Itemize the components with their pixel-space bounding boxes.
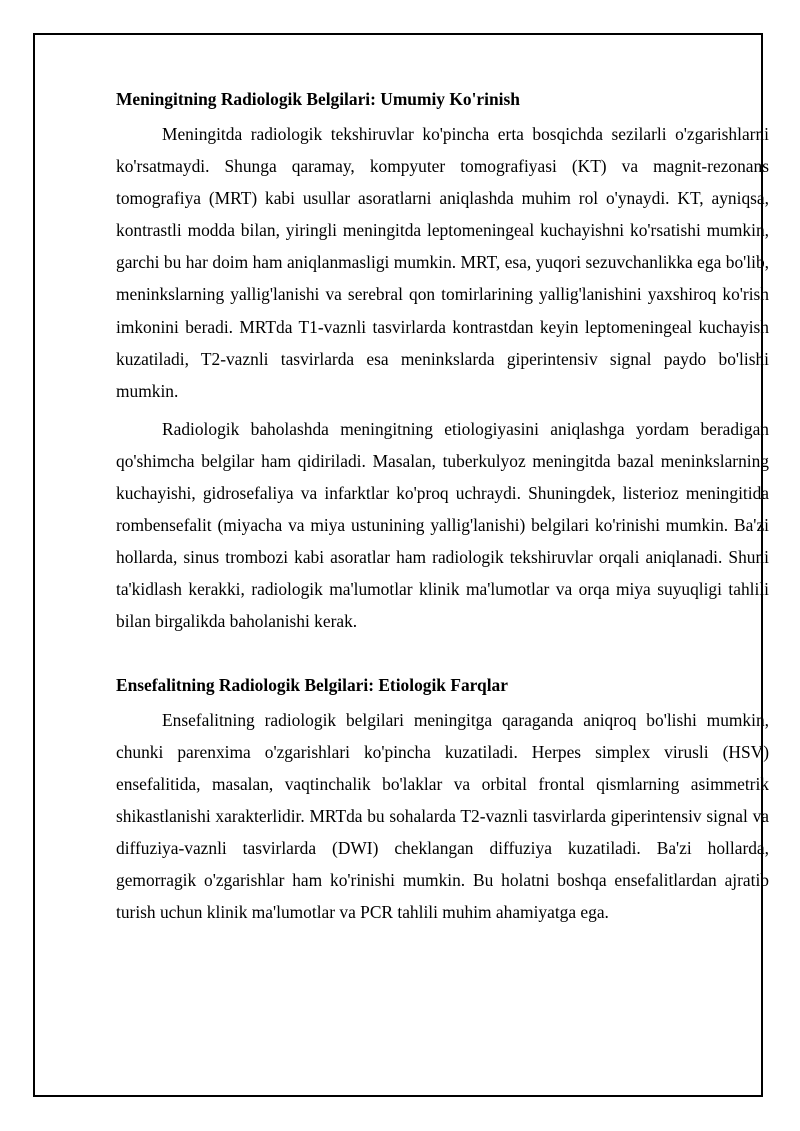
paragraph-meningitis-general: Meningitda radiologik tekshiruvlar ko'pincha erta bosqichda sezilarli o'zgarishlarni ko'rsatmaydi. Shunga qaramay, kompyuter tomografiyasi (KT) va magnit-rezonans tomografiya (MRT) kabi usullar asoratlarni aniqlashda muhim rol o'ynaydi. KT, ayniqsa, kontrastli modda bilan, yiringli meningitda leptomeningeal kuchayishni ko'rsatishi mumkin, garchi bu har doim ham aniqlanmasligi mumkin. MRT, esa, yuqori sezuvchanlikka ega bo'lib, meninkslarning yallig'lanishi va serebral qon tomirlarining yallig'lanishini yaxshiroq ko'rish imkonini beradi. MRTda T1-vaznli tasvirlarda kontrastdan keyin leptomeningeal kuchayish kuzatiladi, T2-vaznli tasvirlarda esa meninkslarda giperintensiv signal paydo bo'lishi mumkin. (116, 124, 769, 401)
paragraph-encephalitis-signs: Ensefalitning radiologik belgilari meningitga qaraganda aniqroq bo'lishi mumkin, chunki parenxima o'zgarishlari ko'pincha kuzatiladi. Herpes simplex virusli (HSV) ensefalitida, masalan, vaqtinchalik bo'laklar va orbital frontal qismlarning asimmetrik shikastlanishi xarakterlidir. MRTda bu sohalarda T2-vaznli tasvirlarda giperintensiv signal va diffuziya-vaznli tasvirlarda (DWI) cheklangan diffuziya kuzatiladi. Ba'zi hollarda, gemorragik o'zgarishlar ham ko'rinishi mumkin. Bu holatni boshqa ensefalitlardan ajratib turish uchun klinik ma'lumotlar va PCR tahlili muhim ahamiyatga ega. (116, 709, 769, 923)
document-body (116, 83, 769, 934)
section-heading-meningitis: Meningitning Radiologik Belgilari: Umumiy Ko'rinish (116, 89, 520, 109)
section-heading-encephalitis: Ensefalitning Radiologik Belgilari: Etiologik Farqlar (116, 674, 508, 695)
paragraph-meningitis-etiology: Radiologik baholashda meningitning etiologiyasini aniqlashga yordam beradigan qo'shimcha belgilar ham qidiriladi. Masalan, tuberkulyoz meningitda bazal meninkslarning kuchayishi, gidrosefaliya va infarktlar ko'proq uchraydi. Shuningdek, listerioz meningitida rombensefalit (miyacha va miya ustunining yallig'lanishi) belgilari ko'rinishi mumkin. Ba'zi hollarda, sinus trombozi kabi asoratlar ham radiologik tekshiruvlar orqali aniqlanadi. Shuni ta'kidlash kerakki, radiologik ma'lumotlar klinik ma'lumotlar va orqa miya suyuqligi tahlili bilan birgalikda baholanishi kerak. (116, 418, 769, 632)
